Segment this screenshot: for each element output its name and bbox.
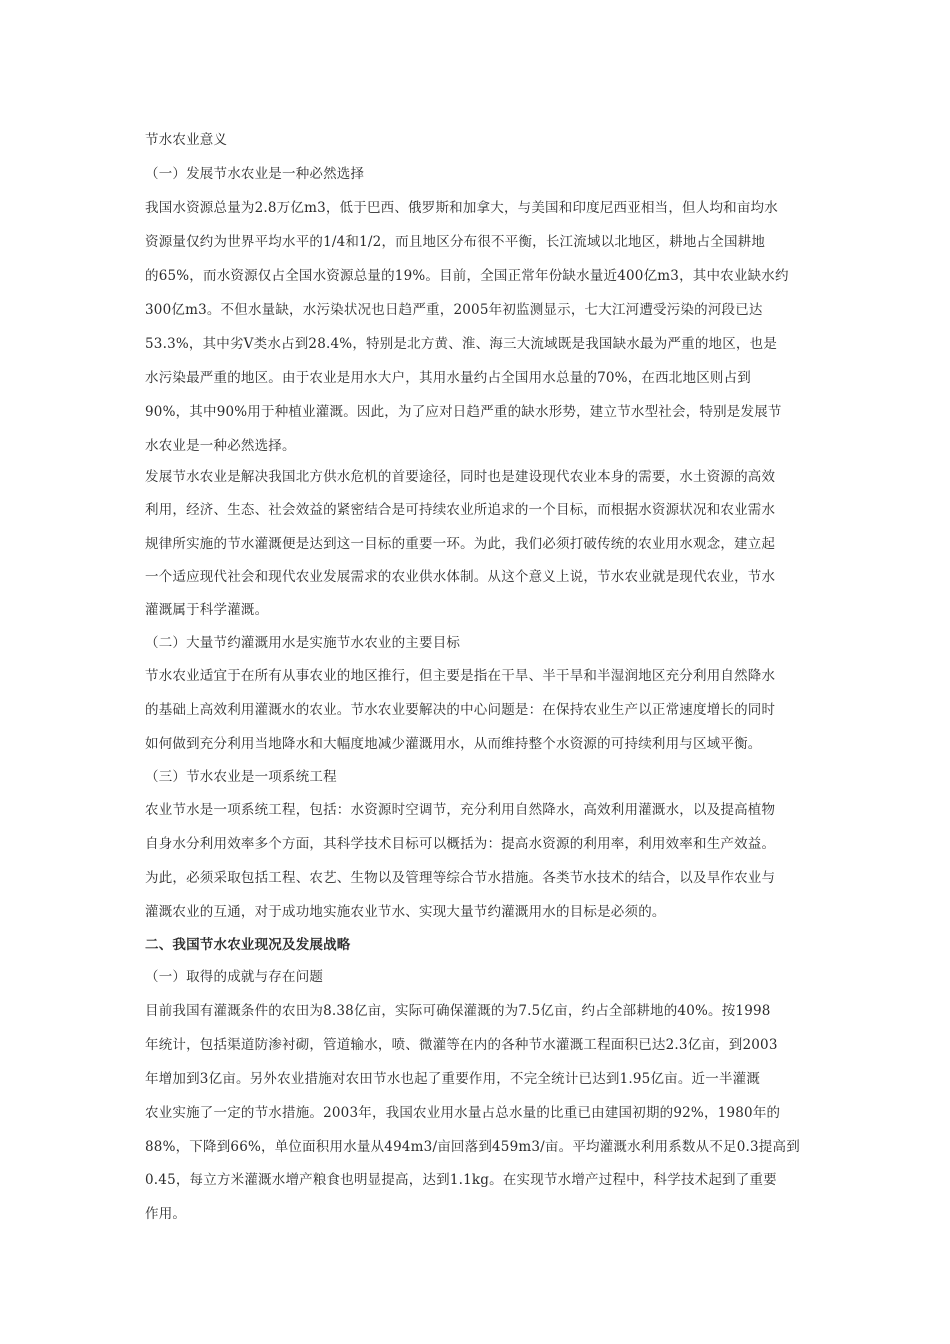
paragraph-line: 年增加到3亿亩。另外农业措施对农田节水也起了重要作用，不完全统计已达到1.95亿亩。近一半灌溉: [145, 1071, 761, 1087]
paragraph-line: 的基础上高效利用灌溉水的农业。节水农业要解决的中心问题是：在保持农业生产以正常速度增长的同时: [145, 702, 776, 718]
paragraph-line: 88%，下降到66%，单位面积用水量从494m3/亩回落到459m3/亩。平均灌溉水利用系数从不足0.3提高到: [145, 1139, 800, 1155]
paragraph-line: 农业实施了一定的节水措施。2003年，我国农业用水量占总水量的比重已由建国初期的92%，1980年的: [145, 1105, 781, 1121]
paragraph-line: 资源量仅约为世界平均水平的1/4和1/2，而且地区分布很不平衡，长江流域以北地区，耕地占全国耕地: [145, 234, 766, 250]
paragraph-line: 自身水分利用效率多个方面，其科学技术目标可以概括为：提高水资源的利用率，利用效率和生产效益。: [145, 836, 776, 852]
paragraph-line: 利用，经济、生态、社会效益的紧密结合是可持续农业所追求的一个目标，而根据水资源状况和农业需水: [145, 502, 776, 518]
paragraph-line: 300亿m3。不但水量缺，水污染状况也日趋严重，2005年初监测显示，七大江河遭受污染的河段已达: [145, 302, 763, 318]
paragraph-line: 为此，必须采取包括工程、农艺、生物以及管理等综合节水措施。各类节水技术的结合，以及旱作农业与: [145, 870, 776, 886]
paragraph-line: 的65%，而水资源仅占全国水资源总量的19%。目前，全国正常年份缺水量近400亿m3，其中农业缺水约: [145, 268, 789, 284]
paragraph-line: 规律所实施的节水灌溉便是达到这一目标的重要一环。为此，我们必须打破传统的农业用水观念，建立起: [145, 536, 776, 552]
paragraph-line: 如何做到充分利用当地降水和大幅度地减少灌溉用水，从而维持整个水资源的可持续利用与区域平衡。: [145, 736, 762, 752]
paragraph-line: 53.3%，其中劣Ⅴ类水占到28.4%，特别是北方黄、淮、海三大流域既是我国缺水最为严重的地区，也是: [145, 336, 778, 352]
paragraph-line: 灌溉农业的互通，对于成功地实施农业节水、实现大量节约灌溉用水的目标是必须的。: [145, 904, 666, 920]
paragraph-line: 发展节水农业是解决我国北方供水危机的首要途径，同时也是建设现代农业本身的需要，水土资源的高效: [145, 469, 776, 485]
section-heading: （一）发展节水农业是一种必然选择: [145, 166, 365, 182]
paragraph-line: 我国水资源总量为2.8万亿m3，低于巴西、俄罗斯和加拿大，与美国和印度尼西亚相当，但人均和亩均水: [145, 200, 778, 216]
paragraph-line: 一个适应现代社会和现代农业发展需求的农业供水体制。从这个意义上说，节水农业就是现代农业，节水: [145, 569, 776, 585]
section-heading: （二）大量节约灌溉用水是实施节水农业的主要目标: [145, 635, 461, 651]
paragraph-line: 0.45，每立方米灌溉水增产粮食也明显提高，达到1.1kg。在实现节水增产过程中，科学技术起到了重要: [145, 1172, 777, 1188]
paragraph-line: 年统计，包括渠道防渗衬砌，管道输水，喷、微灌等在内的各种节水灌溉工程面积已达2.3亿亩，到2003: [145, 1037, 778, 1053]
paragraph-line: 水农业是一种必然选择。: [145, 438, 296, 454]
paragraph-line: 农业节水是一项系统工程，包括：水资源时空调节，充分利用自然降水，高效利用灌溉水，以及提高植物: [145, 802, 776, 818]
paragraph-line: 节水农业适宜于在所有从事农业的地区推行，但主要是指在干旱、半干旱和半湿润地区充分利用自然降水: [145, 668, 776, 684]
paragraph-line: 作用。: [145, 1206, 187, 1222]
section-heading: （三）节水农业是一项系统工程: [145, 769, 337, 785]
paragraph-line: 灌溉属于科学灌溉。: [145, 602, 269, 618]
paragraph-line: 90%，其中90%用于种植业灌溉。因此，为了应对日趋严重的缺水形势，建立节水型社会，特别是发展节: [145, 404, 782, 420]
section-heading: （一）取得的成就与存在问题: [145, 969, 324, 985]
doc-title: 节水农业意义: [145, 132, 228, 148]
paragraph-line: 目前我国有灌溉条件的农田为8.38亿亩，实际可确保灌溉的为7.5亿亩，约占全部耕地的40%。按1998: [145, 1003, 771, 1019]
paragraph-line: 水污染最严重的地区。由于农业是用水大户，其用水量约占全国用水总量的70%，在西北地区则占到: [145, 370, 752, 386]
chapter-heading: 二、我国节水农业现况及发展战略: [145, 937, 351, 953]
